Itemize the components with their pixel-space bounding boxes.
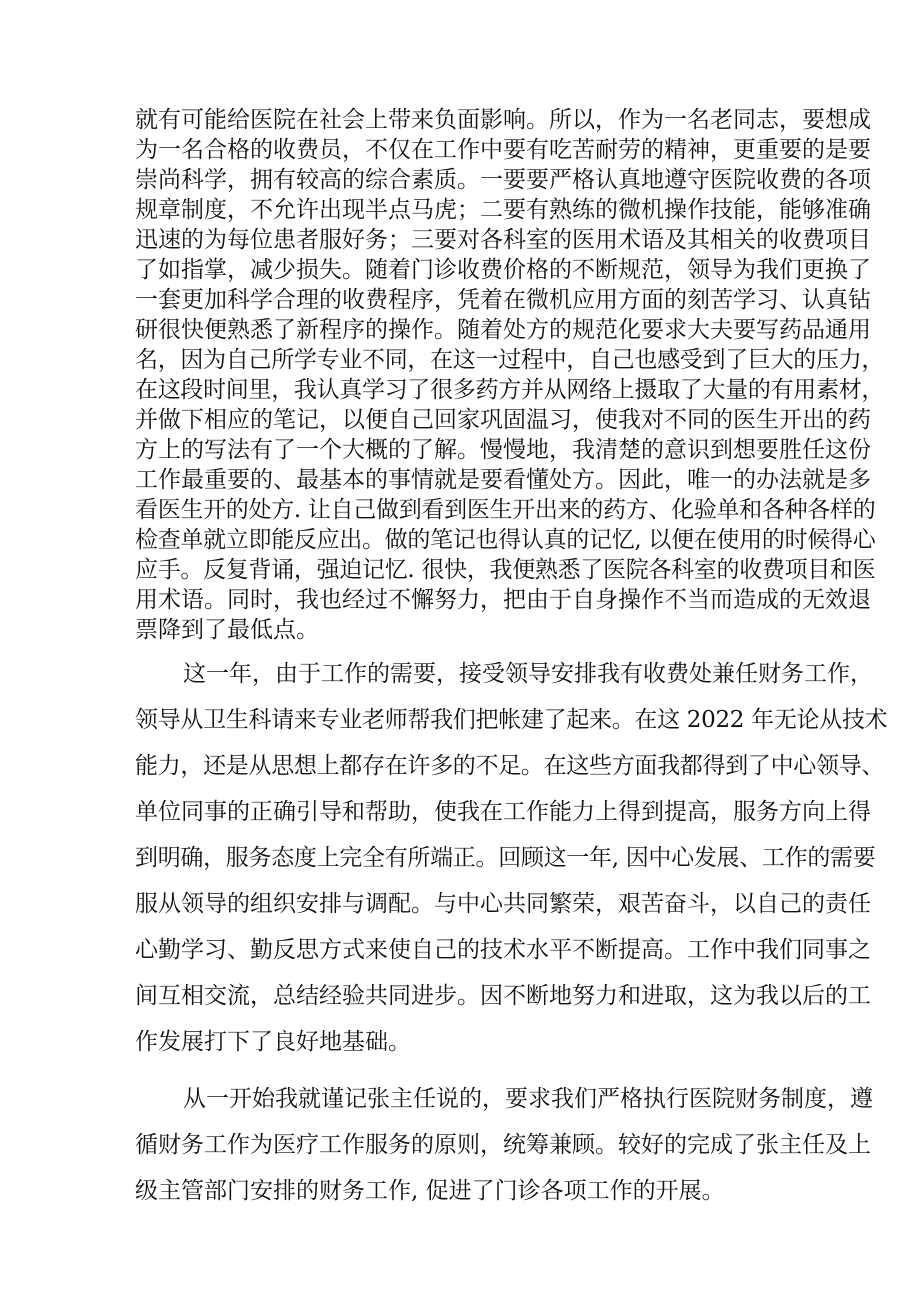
text-line: 并做下相应的笔记，以便自己回家巩固温习，使我对不同的医生开出的药 [135,407,871,433]
text-line: 一套更加科学合理的收费程序，凭着在微机应用方面的刻苦学习、认真钻 [135,287,871,313]
text-line: 应手。反复背诵，强迫记忆. 很快，我便熟悉了医院各科室的收费项目和医 [135,557,876,583]
text-line: 循财务工作为医疗工作服务的原则，统筹兼顾。较好的完成了张主任及上 [135,1132,871,1158]
text-line: 规章制度，不允许出现半点马虎；二要有熟练的微机操作技能，能够准确 [135,197,871,223]
text-line: 看医生开的处方. 让自己做到看到医生开出来的药方、化验单和各种各样的 [135,497,876,523]
text-line: 检查单就立即能反应出。做的笔记也得认真的记忆, 以便在使用的时候得心 [135,527,876,553]
text-line: 崇尚科学，拥有较高的综合素质。一要要严格认真地遵守医院收费的各项 [135,167,871,193]
text-line: 就有可能给医院在社会上带来负面影响。所以，作为一名老同志，要想成 [135,107,871,133]
text-line: 为一名合格的收费员，不仅在工作中要有吃苦耐劳的精神，更重要的是要 [135,137,871,163]
text-line: 研很快便熟悉了新程序的操作。随着处方的规范化要求大夫要写药品通用 [135,317,871,343]
text-line: 工作最重要的、最基本的事情就是要看懂处方。因此，唯一的办法就是多 [135,467,871,493]
text-line: 领导从卫生科请来专业老师帮我们把帐建了起来。在这 2022 年无论从技术 [135,707,888,733]
text-line: 心勤学习、勤反思方式来使自己的技术水平不断提高。工作中我们同事之 [135,937,871,963]
text-line: 级主管部门安排的财务工作, 促进了门诊各项工作的开展。 [135,1178,725,1204]
text-line: 票降到了最低点。 [135,617,319,643]
text-line: 单位同事的正确引导和帮助，使我在工作能力上得到提高，服务方向上得 [135,799,871,825]
text-line: 能力，还是从思想上都存在许多的不足。在这些方面我都得到了中心领导、 [135,753,885,779]
text-line: 到明确，服务态度上完全有所端正。回顾这一年, 因中心发展、工作的需要 [135,845,876,871]
text-line: 方上的写法有了一个大概的了解。慢慢地，我清楚的意识到想要胜任这份 [135,437,871,463]
text-line: 这一年，由于工作的需要，接受领导安排我有收费处兼任财务工作， [183,661,873,687]
text-line: 间互相交流，总结经验共同进步。因不断地努力和进取，这为我以后的工 [135,983,871,1009]
text-line: 名，因为自己所学专业不同，在这一过程中，自己也感受到了巨大的压力， [135,347,885,373]
text-line: 了如指掌，减少损失。随着门诊收费价格的不断规范，领导为我们更换了 [135,257,871,283]
text-line: 服从领导的组织安排与调配。与中心共同繁荣，艰苦奋斗，以自己的责任 [135,891,871,917]
text-line: 在这段时间里，我认真学习了很多药方并从网络上摄取了大量的有用素材， [135,377,885,403]
text-line: 迅速的为每位患者服好务；三要对各科室的医用术语及其相关的收费项目 [135,227,871,253]
text-line: 从一开始我就谨记张主任说的，要求我们严格执行医院财务制度，遵 [183,1086,873,1112]
text-line: 用术语。同时，我也经过不懈努力，把由于自身操作不当而造成的无效退 [135,587,871,613]
text-line: 作发展打下了良好地基础。 [135,1029,411,1055]
